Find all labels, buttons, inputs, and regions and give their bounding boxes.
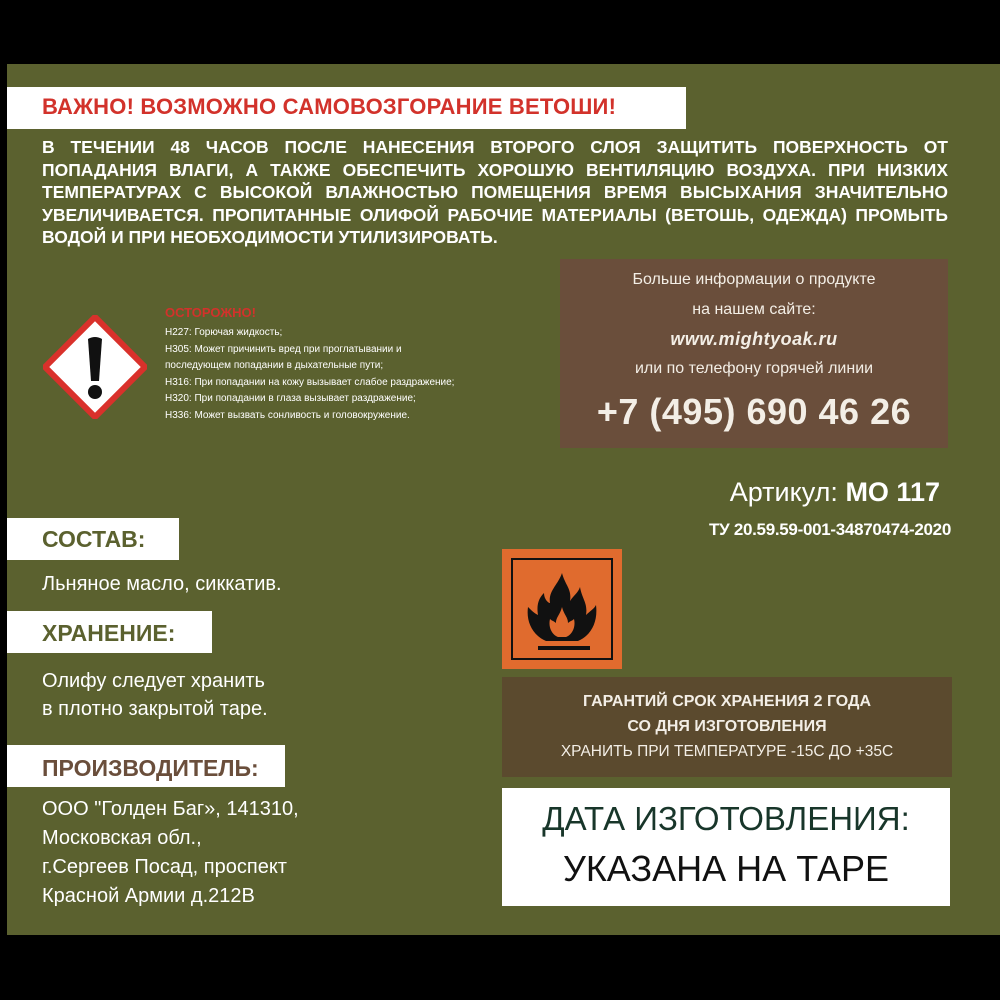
hazard-statement: последующем попадании в дыхательные пути; [165, 360, 384, 372]
hazard-statement: H305: Может причинить вред при проглатывании и [165, 343, 402, 355]
address-line: Красной Армии д.212В [42, 885, 255, 907]
article-label: Артикул: [729, 477, 838, 507]
article-value: МО 117 [845, 477, 940, 507]
warranty-box [502, 677, 952, 777]
hazard-statements [165, 325, 454, 425]
article-number [640, 477, 940, 508]
warranty-line: СО ДНЯ ИЗГОТОВЛЕНИЯ [627, 718, 827, 735]
storage-line: в плотно закрытой таре. [42, 698, 268, 720]
address-line: ООО "Голден Баг», 141310, [42, 798, 299, 820]
storage-text [42, 667, 268, 723]
manufacture-date-label: ДАТА ИЗГОТОВЛЕНИЯ: [542, 800, 910, 837]
info-box [560, 259, 948, 448]
exclamation-diamond-icon [43, 315, 147, 419]
website-link[interactable]: www.mightyoak.ru [670, 329, 838, 349]
tech-spec-code: ТУ 20.59.59-001-34870474-2020 [709, 520, 951, 539]
flame-icon [502, 549, 622, 669]
manufacture-date-value: УКАЗАНА НА ТАРЕ [562, 848, 890, 889]
manufacture-date-box [502, 788, 950, 906]
info-line: Больше информации о продукте [632, 271, 876, 288]
hazard-statement: H316: При попадании на кожу вызывает слабое раздражение; [165, 376, 455, 388]
warranty-line: ГАРАНТИЙ СРОК ХРАНЕНИЯ 2 ГОДА [583, 693, 871, 710]
caution-title: ОСТОРОЖНО! [165, 305, 256, 320]
hazard-statement: H320: При попадании в глаза вызывает раздражение; [165, 393, 416, 405]
hazard-statement: H336: Может вызвать сонливость и головокружение. [165, 409, 410, 421]
composition-text: Льняное масло, сиккатив. [42, 573, 282, 595]
manufacturer-heading: ПРОИЗВОДИТЕЛЬ: [42, 755, 259, 781]
info-line: на нашем сайте: [692, 301, 816, 318]
address-line: г.Сергеев Посад, проспект [42, 856, 287, 878]
info-line: или по телефону горячей линии [634, 360, 874, 377]
address-line: Московская обл., [42, 827, 202, 849]
storage-line: Олифу следует хранить [42, 670, 265, 692]
manufacturer-address [42, 795, 299, 911]
hotline-phone[interactable]: +7 (495) 690 46 26 [596, 391, 912, 432]
warning-body: В ТЕЧЕНИИ 48 ЧАСОВ ПОСЛЕ НАНЕСЕНИЯ ВТОРОГО СЛОЯ ЗАЩИТИТЬ ПОВЕРХНОСТЬ ОТ ПОПАДАНИЯ ВЛАГИ, А ТАКЖЕ ОБЕСПЕЧИТЬ ХОРОШУЮ ВЕНТИЛЯЦИЮ ВОЗДУХА. ПРИ НИЗКИХ ТЕМПЕРАТУРАХ С ВЫСОКОЙ ВЛАЖНОСТЬЮ ПОМЕЩЕНИЯ ВРЕМЯ ВЫСЫХАНИЯ ЗНАЧИТЕЛЬНО УВЕЛИЧИВАЕТСЯ. ПРОПИТАННЫЕ ОЛИФОЙ РАБОЧИЕ МАТЕРИАЛЫ (ВЕТОШЬ, ОДЕЖДА) ПРОМЫТЬ ВОДОЙ И ПРИ НЕОБХОДИМОСТИ УТИЛИЗИРОВАТЬ. [42, 137, 948, 247]
storage-heading: ХРАНЕНИЕ: [42, 620, 176, 646]
storage-temperature: ХРАНИТЬ ПРИ ТЕМПЕРАТУРЕ -15С ДО +35С [560, 743, 894, 760]
composition-heading: СОСТАВ: [42, 526, 146, 552]
warning-title: ВАЖНО! ВОЗМОЖНО САМОВОЗГОРАНИЕ ВЕТОШИ! [42, 94, 617, 119]
hazard-statement: H227: Горючая жидкость; [165, 327, 283, 338]
